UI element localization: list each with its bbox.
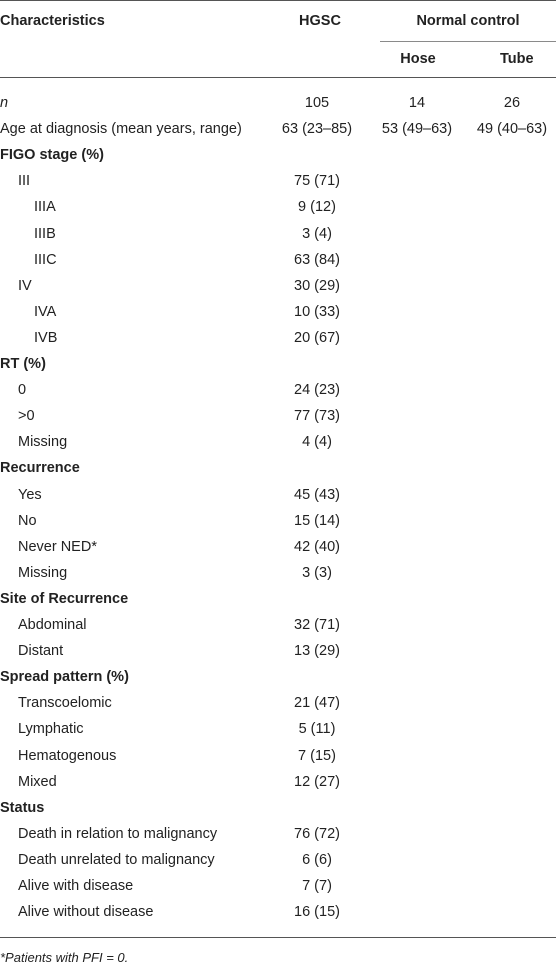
hgsc-cell: 7 (7) bbox=[302, 878, 332, 894]
row-label: No bbox=[18, 512, 37, 529]
hgsc-cell: 105 bbox=[304, 95, 330, 111]
header-tube: Tube bbox=[500, 51, 534, 67]
row-label: Transcoelomic bbox=[18, 695, 112, 712]
section-heading: Status bbox=[0, 799, 45, 816]
hgsc-cell: 15 (14) bbox=[294, 512, 340, 529]
hgsc-cell: 12 (27) bbox=[294, 773, 340, 790]
row-label: Age at diagnosis (mean years, range) bbox=[0, 121, 242, 138]
hose-cell: 53 (49–63) bbox=[381, 121, 453, 138]
row-label: Hematogenous bbox=[18, 747, 117, 764]
hgsc-cell: 7 (15) bbox=[298, 747, 336, 764]
hgsc-cell: 16 (15) bbox=[294, 904, 340, 921]
row-label: IV bbox=[18, 277, 32, 294]
row-label: IIIB bbox=[34, 225, 56, 242]
row-label: >0 bbox=[18, 408, 35, 425]
section-heading: Spread pattern (%) bbox=[0, 669, 129, 686]
row-label: Distant bbox=[18, 643, 64, 660]
hgsc-cell: 9 (12) bbox=[298, 199, 336, 216]
tube-cell: 26 bbox=[503, 95, 521, 111]
section-heading: Recurrence bbox=[0, 460, 80, 477]
bottom-rule bbox=[0, 937, 556, 938]
hgsc-cell: 63 (23–85) bbox=[281, 121, 353, 138]
hgsc-cell: 30 (29) bbox=[294, 277, 340, 294]
hgsc-cell: 20 (67) bbox=[294, 329, 340, 346]
normal-control-rule bbox=[380, 41, 556, 42]
row-label: Lymphatic bbox=[18, 721, 84, 738]
tube-cell: 49 (40–63) bbox=[476, 121, 548, 138]
row-label: n bbox=[0, 95, 9, 111]
header-hgsc: HGSC bbox=[299, 13, 341, 29]
hgsc-cell: 13 (29) bbox=[294, 643, 340, 660]
row-label: IIIC bbox=[34, 251, 57, 268]
row-label: IVA bbox=[34, 303, 57, 320]
hgsc-cell: 42 (40) bbox=[294, 538, 340, 555]
row-label: 0 bbox=[18, 382, 27, 399]
hose-cell: 14 bbox=[408, 95, 426, 111]
top-rule bbox=[0, 0, 556, 1]
hgsc-cell: 63 (84) bbox=[294, 251, 340, 268]
header-hose: Hose bbox=[400, 51, 436, 67]
hgsc-cell: 77 (73) bbox=[294, 408, 340, 425]
hgsc-cell: 24 (23) bbox=[294, 382, 340, 399]
row-label: Abdominal bbox=[18, 617, 87, 633]
footnote: *Patients with PFI = 0. bbox=[0, 950, 129, 965]
row-label: III bbox=[18, 173, 31, 190]
row-label: Never NED* bbox=[18, 538, 97, 555]
hgsc-cell: 5 (11) bbox=[298, 721, 336, 738]
row-label: Death unrelated to malignancy bbox=[18, 851, 215, 868]
row-label: Death in relation to malignancy bbox=[18, 825, 218, 842]
hgsc-cell: 3 (4) bbox=[302, 225, 332, 242]
row-label: IVB bbox=[34, 329, 58, 346]
hgsc-cell: 76 (72) bbox=[294, 825, 340, 842]
row-label: Mixed bbox=[18, 773, 57, 790]
hgsc-cell: 32 (71) bbox=[294, 617, 340, 633]
header-characteristics: Characteristics bbox=[0, 13, 105, 29]
header-rule bbox=[0, 77, 556, 78]
hgsc-cell: 45 (43) bbox=[294, 486, 340, 503]
hgsc-cell: 6 (6) bbox=[302, 851, 332, 868]
hgsc-cell: 3 (3) bbox=[302, 564, 332, 581]
hgsc-cell: 21 (47) bbox=[294, 695, 340, 712]
row-label: Alive with disease bbox=[18, 878, 134, 894]
hgsc-cell: 75 (71) bbox=[294, 173, 340, 190]
row-label: Missing bbox=[18, 564, 68, 581]
section-heading: RT (%) bbox=[0, 356, 46, 372]
header-normal-control: Normal control bbox=[416, 13, 520, 29]
row-label: Missing bbox=[18, 434, 68, 451]
row-label: Yes bbox=[18, 486, 42, 503]
hgsc-cell: 4 (4) bbox=[302, 434, 332, 451]
section-heading: Site of Recurrence bbox=[0, 590, 129, 607]
hgsc-cell: 10 (33) bbox=[294, 303, 340, 320]
row-label: Alive without disease bbox=[18, 904, 154, 921]
row-label: IIIA bbox=[34, 199, 56, 216]
section-heading: FIGO stage (%) bbox=[0, 147, 104, 164]
